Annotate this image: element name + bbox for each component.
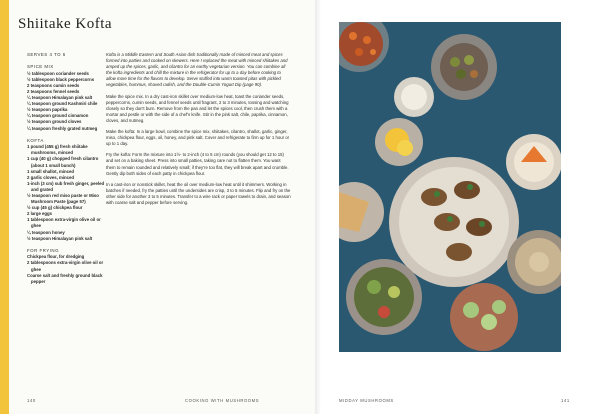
small-sauce-bowl [394,77,434,117]
ingredient-item: 2 garlic cloves, minced [27,174,75,180]
ingredient-item: Chickpea flour, for dredging [27,254,85,260]
spice-mix-list [27,71,109,132]
recipe-intro: Kofta is a Middle Eastern and South Asian dish traditionally made of minced meat and spices formed into patties and cooked on skewers. Here I replaced the meat with minced shiitakes and amped up the spices, garlic, and cilantro for an earthy vegetarian version. You can combine all the kofta ingredients and chill the mixture in the refrigerator for up to a day before cooking to allow more time for the flavors to develop. Serve stuffed into warm toasted pitas with pickled vegetables, hummus, shaved radish, and the Double-Cumin Yogurt Dip (page 90). [106,52,288,88]
ingredient-item: ¼ teaspoon Himalayan pink salt [27,95,93,101]
ingredient-item: 2 teaspoons fennel seeds [27,88,80,94]
ingredient-item: ¼ teaspoon honey [27,229,65,235]
ingredient-item: ¼ teaspoon ground cinnamon [27,113,89,119]
ingredient-item: 2 tablespoons extra-virgin olive oil or ghee [27,260,104,272]
method-step: Make the spice mix. In a dry cast-iron skillet over medium-low heat, toast the coriander seeds, peppercorns, cumin seeds, and fennel seeds until fragrant, 2 to 3 minutes, tossing and watching closely so they don't burn. Remove from the pan and let the spices cool, then crush them with a mortar and pestle or with the side of a chef's knife. Stir in the pink salt, chile, paprika, cinnamon, cloves, and nutmeg. [106,93,289,123]
ingredient-item: 2 large eggs [27,211,53,217]
ingredient-item: 1 tablespoon extra-virgin olive oil or ghee [27,217,101,229]
olive-bowl [431,34,497,100]
ingredient-item: ½ tablespoon black peppercorns [27,76,95,82]
ingredient-item: 2 teaspoons cumin seeds [27,82,80,88]
method-step: In a cast-iron or nonstick skillet, heat the oil over medium-low heat until it shimmers. Working in batches if needed, fry the patties until the undersides are crisp, 3 to 5 minutes. Flip and fry on the other side for another 3 to 5 minutes. Transfer to a wire rack or paper towels to drain, and season with coarse salt and pepper before serving. [106,181,291,205]
page-gutter-shadow [315,0,321,414]
ingredient-item: ¼ teaspoon freshly grated nutmeg [27,125,98,131]
lemon-plate [375,118,423,166]
serves-label: SERVES 4 TO 6 [27,52,66,57]
spice-mix-heading: SPICE MIX [27,64,54,70]
recipe-title: Shiitake Kofta [18,16,113,32]
ingredient-item: ¼ teaspoon ground Kashmiri chile [27,101,98,107]
orange-bowl [506,134,561,190]
ingredient-item: ½ tablespoon coriander seeds [27,70,89,76]
yellow-page-edge [0,0,9,414]
ingredient-item: ½ cup (45 g) chickpea flour [27,205,83,211]
right-page-number: 141 [561,398,570,403]
ingredient-item: 1 pound (455 g) fresh shiitake mushrooms, minced [27,144,88,156]
kofta-heading: KOFTA [27,137,44,143]
method-step: Fry the kofta: Form the mixture into 1½- to 2-inch (4 to 5 cm) rounds (you should get 12 to 15) and set on a baking sheet. Press into small patties, taking care not to flatten them. You want them to remain rounded and relatively small; if they're too flat, they will break apart and crumble. Gently dip both sides of each patty in chickpea flour. [106,152,289,176]
book-title-footer: COOKING WITH MUSHROOMS [185,398,260,403]
ingredient-item: ½ teaspoon ground cloves [27,119,82,125]
left-page-number: 140 [27,398,36,403]
ingredient-item: 1 cup (40 g) chopped fresh cilantro (about 1 small bunch) [27,156,99,168]
ingredient-item: ½ teaspoon Himalayan pink salt [27,235,93,241]
ingredient-item: Coarse salt and freshly ground black pepper [27,272,103,284]
ingredient-item: 1 small shallot, minced [27,168,75,174]
kofta-list [27,144,109,242]
chapter-title-footer: MIDDAY MUSHROOMS [339,398,394,403]
cucumber-plate [450,283,518,351]
ingredient-item: ½ teaspoon paprika [27,107,68,113]
method-step: Make the kofta: In a large bowl, combine the spice mix, shiitakes, cilantro, shallot, garlic, ginger, miso, chickpea flour, eggs, oil, honey, and pink salt. Cover and refrigerate to firm up for 1 hour or up to 1 day. [106,129,290,147]
frying-heading: FOR FRYING [27,247,59,253]
food-photo-illustration [339,22,561,352]
ingredient-item: 1-inch (3 cm) sub fresh ginger, peeled and grated [27,180,105,192]
kofta-platter [389,157,519,287]
food-photo [339,22,561,352]
salad-bowl [346,259,422,335]
ingredients-column [27,52,109,285]
frying-list [27,254,109,284]
ingredient-item: ½ teaspoon red miso paste or Miso Mushroom Paste (page 57) [27,192,99,205]
method-column [106,52,291,211]
